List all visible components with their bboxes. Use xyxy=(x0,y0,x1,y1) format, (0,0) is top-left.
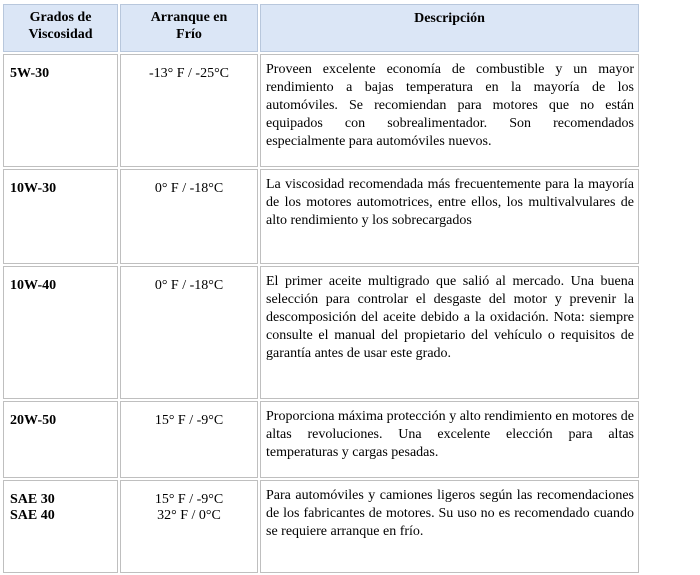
cold-start-cell xyxy=(120,266,258,399)
grade-cell xyxy=(3,480,118,573)
header-grade-line-2: Viscosidad xyxy=(28,27,93,42)
header-cold-start-line-2: Frío xyxy=(176,27,202,42)
description-cell: El primer aceite multigrado que salió al mercado. Una buena selección para controlar el desgaste del motor y prevenir la descomposición del aceite debido a la oxidación. Nota: siempre consulte el manual del propietario del vehículo o requisitos de garantía antes de usar este grado. xyxy=(260,266,639,399)
grade-value: 5W-30 xyxy=(10,66,50,81)
cold-start-cell xyxy=(120,169,258,264)
cold-start-value: 0° F / -18°C xyxy=(154,181,224,196)
grade-value: 10W-30 xyxy=(10,181,57,196)
table-row xyxy=(3,266,639,399)
header-description-label: Descripción xyxy=(414,11,485,26)
table-header-row xyxy=(3,4,639,52)
grade-cell xyxy=(3,169,118,264)
grade-value: SAE 40 xyxy=(10,508,55,523)
cold-start-value: -13° F / -25°C xyxy=(148,66,230,81)
cold-start-value: 15° F / -9°C xyxy=(154,492,224,507)
header-cold-start xyxy=(120,4,258,52)
table-row xyxy=(3,54,639,167)
cold-start-cell xyxy=(120,480,258,573)
grade-value: 10W-40 xyxy=(10,278,57,293)
cold-start-cell xyxy=(120,401,258,478)
cold-start-value: 15° F / -9°C xyxy=(154,413,224,428)
grade-cell xyxy=(3,401,118,478)
header-grade xyxy=(3,4,118,52)
viscosity-table xyxy=(1,2,641,575)
description-cell: Proporciona máxima protección y alto rendimiento en motores de altas revoluciones. Una excelente elección para altas temperaturas y cargas pesadas. xyxy=(260,401,639,478)
header-cold-start-line-1: Arranque en xyxy=(150,10,228,25)
description-cell: Para automóviles y camiones ligeros según las recomendaciones de los fabricantes de motores. Su uso no es recomendado cuando se requiere arranque en frío. xyxy=(260,480,639,573)
header-grade-line-1: Grados de xyxy=(29,10,92,25)
description-cell: La viscosidad recomendada más frecuentemente para la mayoría de los motores automotrices, entre ellos, los multivalvulares de alto rendimiento y los sobrecargados xyxy=(260,169,639,264)
grade-cell xyxy=(3,54,118,167)
cold-start-cell xyxy=(120,54,258,167)
grade-value: 20W-50 xyxy=(10,413,57,428)
header-description xyxy=(260,4,639,52)
description-cell: Proveen excelente economía de combustible y un mayor rendimiento a bajas temperatura en la mayoría de los automóviles. Se recomiendan para motores que no están equipados con sobrealimentador. Son recomendados especialmente para automóviles nuevos. xyxy=(260,54,639,167)
table-row xyxy=(3,169,639,264)
table-row xyxy=(3,401,639,478)
table-row xyxy=(3,480,639,573)
grade-cell xyxy=(3,266,118,399)
cold-start-value: 32° F / 0°C xyxy=(157,508,221,523)
cold-start-value: 0° F / -18°C xyxy=(154,278,224,293)
grade-value: SAE 30 xyxy=(10,492,55,507)
